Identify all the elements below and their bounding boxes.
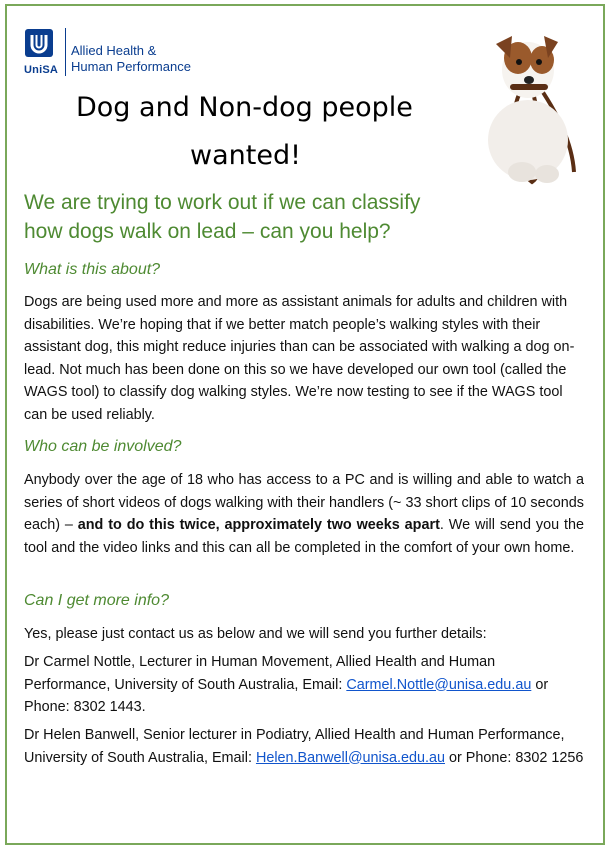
logo-line-2: Human Performance bbox=[71, 59, 191, 74]
contact-helen-banwell bbox=[24, 724, 584, 769]
contact-carmel-nottle bbox=[24, 651, 584, 719]
logo-line-1: Allied Health & bbox=[71, 43, 157, 58]
who-text-2: . We will send you the tool and the video links and this can all be completed in the comfort of your own home. bbox=[24, 517, 584, 556]
email-link-carmel[interactable]: Carmel.Nottle@unisa.edu.au bbox=[346, 676, 532, 693]
title-line-2: wanted! bbox=[190, 140, 301, 171]
heading-who-can-be-involved: Who can be involved? bbox=[24, 438, 182, 455]
unisa-wordmark: UniSA bbox=[24, 64, 58, 76]
unisa-logo bbox=[24, 28, 224, 78]
who-text-bold: and to do this twice, approximately two weeks apart bbox=[77, 517, 440, 533]
heading-can-i-get-more-info: Can I get more info? bbox=[24, 592, 169, 609]
who-paragraph bbox=[24, 469, 584, 559]
unisa-shield-icon bbox=[24, 28, 54, 58]
info-intro: Yes, please just contact us as below and we will send you further details: bbox=[24, 626, 487, 642]
contact2-text: Dr Helen Banwell, Senior lecturer in Podiatry, Allied Health and Human Performance, University of South Australia, Email: bbox=[24, 727, 565, 766]
about-paragraph: Dogs are being used more and more as assistant animals for adults and children with disabilities. We’re hoping that if we better match people’s walking styles with their assistant dog, this might reduce injuries than can be associated with walking a dog on-lead. Not much has been done on this so we have developed our own tool (called the WAGS tool) to classify dog walking styles. We’re now testing to see if the WAGS tool can be used reliably. bbox=[24, 294, 575, 423]
heading-what-is-this-about: What is this about? bbox=[24, 261, 161, 278]
logo-divider bbox=[65, 28, 66, 76]
email-link-helen[interactable]: Helen.Banwell@unisa.edu.au bbox=[255, 749, 445, 766]
contact2-phone: or Phone: 8302 1256 bbox=[444, 749, 584, 766]
lead-question: We are trying to work out if we can classify how dogs walk on lead – can you help? bbox=[24, 191, 421, 243]
who-text-1: Anybody over the age of 18 who has access to a PC and is willing and able to watch a series of short videos of dogs walking with their handlers (~ 33 short clips of 10 seconds each) – bbox=[24, 472, 584, 533]
title-line-1: Dog and Non-dog people bbox=[76, 92, 413, 123]
dog-holding-leash-photo bbox=[462, 22, 592, 187]
contact1-text: Dr Carmel Nottle, Lecturer in Human Movement, Allied Health and Human Performance, University of South Australia, Email: bbox=[24, 654, 496, 693]
contact1-phone: or Phone: 8302 1443. bbox=[24, 676, 549, 715]
